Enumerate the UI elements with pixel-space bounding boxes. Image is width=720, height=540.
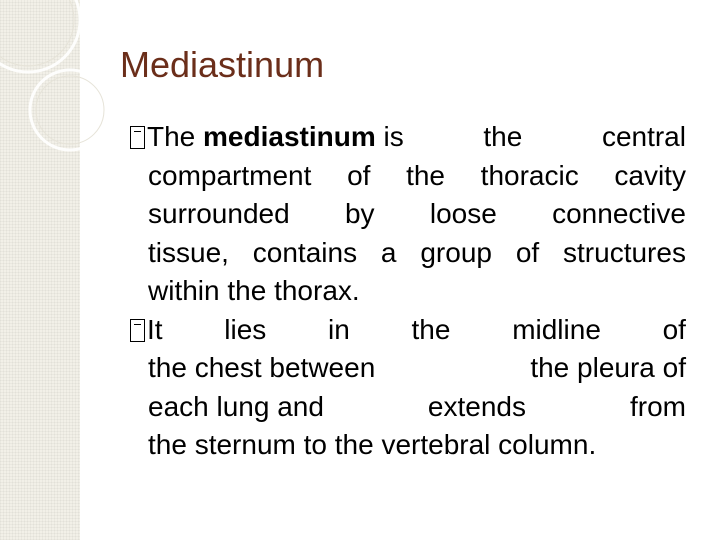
- bullet-1: [130, 118, 686, 311]
- bullet-1-line-4: tissue, contains a group of structures: [148, 236, 686, 268]
- decorative-rings: [0, 0, 120, 160]
- bullet-2-line-1: It lies in the midline of: [130, 311, 686, 350]
- bullet-marker-icon: [130, 126, 145, 149]
- bullet-1-line-2: compartment of the thoracic cavity: [148, 159, 686, 191]
- bullet-2-line-3: each lung and extends from: [148, 390, 686, 422]
- bullet-1-line-1: The mediastinum is the central: [130, 118, 686, 157]
- bullet-1-line-5: within the thorax.: [148, 275, 360, 306]
- bold-term: mediastinum: [203, 121, 376, 152]
- slide-title: Mediastinum: [120, 44, 325, 85]
- slide-body: [130, 118, 686, 465]
- bullet-2-line-4: the sternum to the vertebral column.: [148, 429, 597, 460]
- bullet-2: [130, 311, 686, 465]
- bullet-2-line-2: the chest between the pleura of: [148, 352, 686, 383]
- bullet-1-line-3: surrounded by loose connective: [148, 198, 686, 229]
- bullet-marker-icon: [130, 319, 145, 342]
